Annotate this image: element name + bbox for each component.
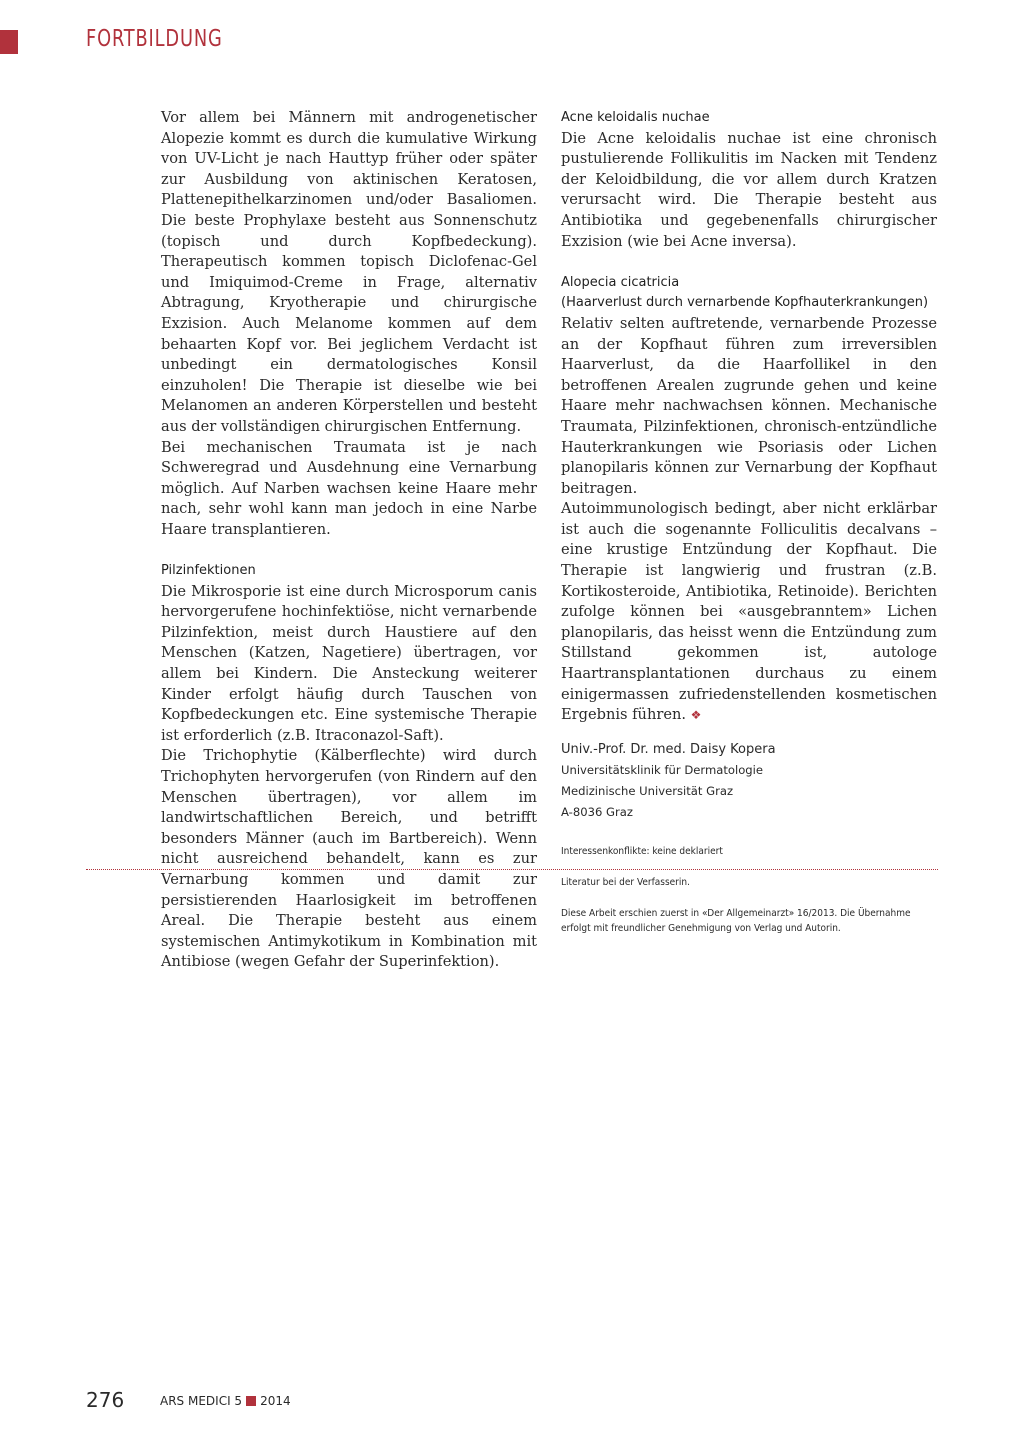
left-column — [161, 108, 537, 973]
spacer — [561, 890, 937, 906]
paragraph-text: Autoimmunologisch bedingt, aber nicht erklärbar ist auch die sogenannte Folliculitis decalvans – eine krustige Entzündung der Kopfhaut. Die Therapie ist langwierig und frustran (z.B. Kortikosteroide, Antibiotika, Retinoide). Berichten zufolge können bei «ausgebranntem» Lichen planopilaris, das heisst wenn die Entzündung zum Stillstand gekommen ist, autologe Haartransplantationen durchaus zu einem einigermassen zufriedenstellenden kosmetischen Ergebnis führen. — [561, 500, 937, 724]
end-of-article-icon: ❖ — [690, 708, 702, 723]
journal-name: ARS MEDICI 5 — [160, 1394, 243, 1408]
section-subheading-alopecia: (Haarverlust durch vernarbende Kopfhauterkrankungen) — [561, 295, 929, 311]
section-marker — [0, 30, 18, 54]
literature-note: Literatur bei der Verfasserin. — [561, 877, 690, 889]
spacer — [561, 252, 937, 273]
spacer — [561, 822, 937, 844]
journal-year: 2014 — [260, 1394, 291, 1408]
dotted-divider — [86, 869, 938, 870]
paragraph: Bei mechanischen Traumata ist je nach Schweregrad und Ausdehnung eine Vernarbung möglich. Auf Narben wachsen keine Haare mehr nach, sehr wohl kann man jedoch in eine Narbe Haare transplantieren. — [161, 438, 537, 538]
spacer — [561, 726, 937, 740]
paragraph: Die Trichophytie (Kälberflechte) wird durch Trichophyten hervorgerufen (von Rindern auf den Menschen übertragen), vor allem im landwirtschaftlichen Bereich, und betrifft besonders Männer (auch im Bartbereich). Wenn nicht ausreichend behandelt, kann es zur Vernarbung kommen und damit zur persistierenden Haarlosigkeit im betroffenen Areal. Die Therapie besteht aus einem systemischen Antimykotikum in Kombination mit Antibiose (wegen Gefahr der Superinfektion). — [161, 747, 537, 971]
author-name: Univ.-Prof. Dr. med. Daisy Kopera — [561, 741, 776, 757]
author-affiliation: Universitätsklinik für Dermatologie — [561, 763, 764, 778]
paragraph — [561, 499, 937, 726]
source-note: Diese Arbeit erschien zuerst in «Der Allgemeinarzt» 16/2013. Die Übernahme erfolgt mit freundlicher Genehmigung von Verlag und Autorin. — [561, 908, 911, 935]
page-number: 276 — [86, 1388, 125, 1412]
section-title: FORTBILDUNG — [86, 26, 223, 52]
author-affiliation: Medizinische Universität Graz — [561, 784, 734, 798]
conflict-note: Interessenkonflikte: keine deklariert — [561, 846, 723, 858]
right-column — [561, 108, 937, 936]
journal-footer — [160, 1394, 291, 1408]
spacer — [561, 859, 937, 875]
square-icon — [246, 1396, 256, 1406]
section-heading-alopecia: Alopecia cicatricia — [561, 274, 680, 290]
paragraph: Die Acne keloidalis nuchae ist eine chronisch pustulierende Follikulitis im Nacken mit Tendenz der Keloidbildung, die vor allem durch Kratzen verursacht wird. Die Therapie besteht aus Antibiotika und gegebenenfalls chirurgischer Exzision (wie bei Acne inversa). — [561, 129, 937, 250]
author-address: A-8036 Graz — [561, 804, 633, 819]
paragraph: Die Mikrosporie ist eine durch Microsporum canis hervorgerufene hochinfektiöse, nicht vernarbende Pilzinfektion, meist durch Haustiere auf den Menschen (Katzen, Nagetiere) übertragen, vor allem bei Kindern. Die Ansteckung weiterer Kinder erfolgt häufig durch Tauschen von Kopfbedeckungen etc. Eine systemische Therapie ist erforderlich (z.B. Itraconazol-Saft). — [161, 582, 537, 744]
section-heading-acne: Acne keloidalis nuchae — [561, 110, 710, 125]
section-heading-pilzinfektionen: Pilzinfektionen — [161, 563, 256, 579]
spacer — [161, 540, 537, 561]
paragraph: Vor allem bei Männern mit androgenetischer Alopezie kommt es durch die kumulative Wirkung von UV-Licht je nach Hauttyp früher oder später zur Ausbildung von aktinischen Keratosen, Plattenepithelkarzinomen und/oder Basaliomen. Die beste Prophylaxe besteht aus Sonnenschutz (topisch und durch Kopfbedeckung). Therapeutisch kommen topisch Diclofenac-Gel und Imiquimod-Creme in Frage, alternativ Abtragung, Kryotherapie und chirurgische Exzision. Auch Melanome kommen auf dem behaarten Kopf vor. Bei jeglichem Verdacht ist unbedingt ein dermatologisches Konsil einzuholen! Die Therapie ist dieselbe wie bei Melanomen an anderen Körperstellen und besteht aus der vollständigen chirurgischen Entfernung. — [161, 109, 537, 435]
paragraph: Relativ selten auftretende, vernarbende Prozesse an der Kopfhaut führen zum irreversiblen Haarverlust, da die Haarfollikel in den betroffenen Arealen zugrunde gehen und keine Haare mehr nachwachsen können. Mechanische Traumata, Pilzinfektionen, chronisch-entzündliche Hauterkrankungen wie Psoriasis oder Lichen planopilaris können zur Vernarbung der Kopfhaut beitragen. — [561, 314, 937, 497]
